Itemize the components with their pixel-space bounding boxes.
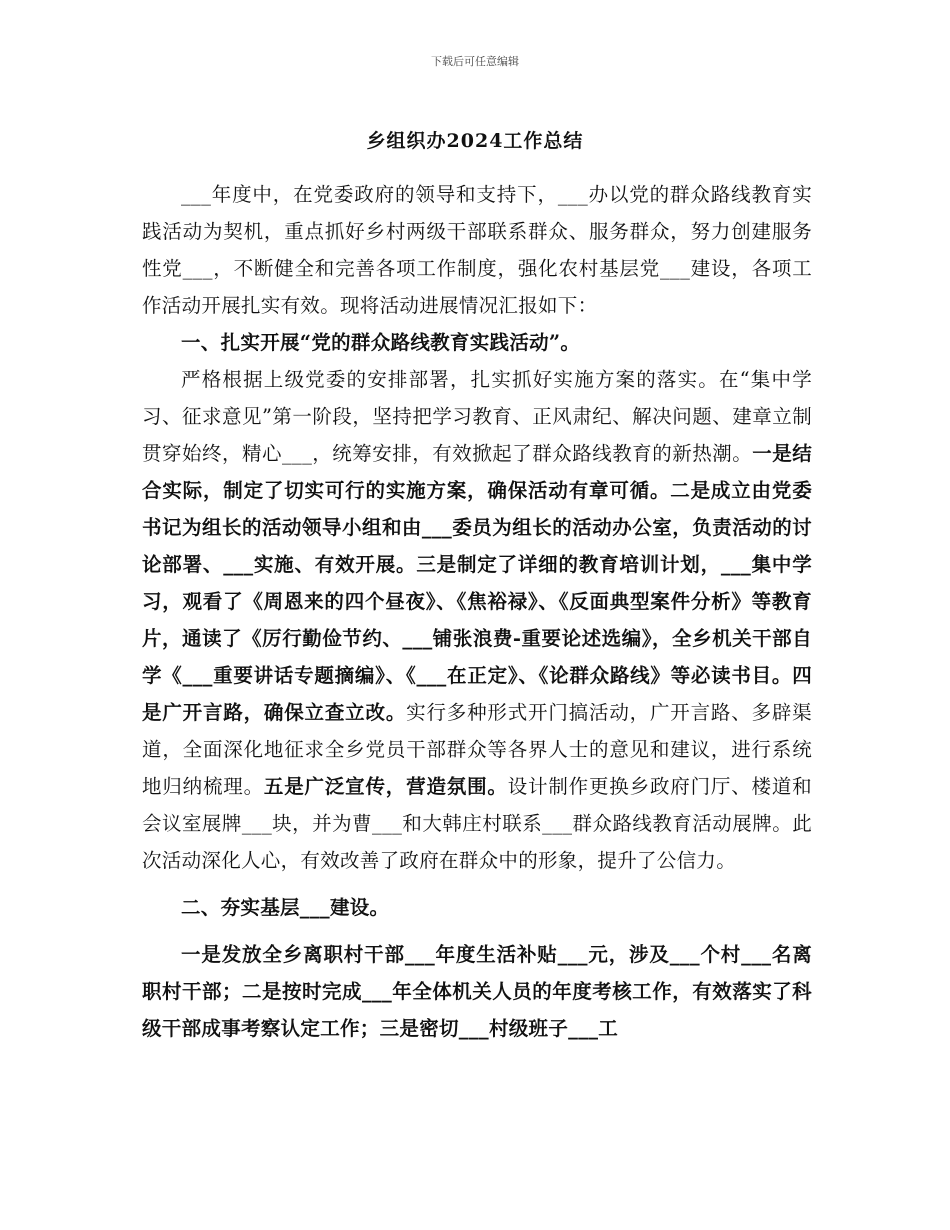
s1-text-a: 严格根据上级党委的安排部署，扎实抓好实施方案的落实。在“集中学习、征求意见”第一阶段，坚持把学习教育、正风肃纪、解决问题、建章立制贯穿始终，精心___，统筹安排，有效掀起了群众路线教育的新热潮。 xyxy=(142,368,812,465)
document-title: 乡组织办2024工作总结 xyxy=(366,130,584,152)
s1-text-c: 设计制作更换乡政府门厅、楼道和会议室展牌___块，并为曹___和大韩庄村联系___群众路线教育活动展牌。此次活动深化人心，有效改善了政府在群众中的形象，提升了公信力。 xyxy=(142,775,812,872)
s1-bold-b: 五是广泛宣传，营造氛围。 xyxy=(263,775,508,798)
s1-bold-a: 一是结合实际，制定了切实可行的实施方案，确保活动有章可循。二是成立由党委书记为组长的活动领导小组和由___委员为组长的活动办公室，负责活动的讨论部署、___实施、有效开展。三是制定了详细的教育培训计划，___集中学习，观看了《周恩来的四个昼夜》、《焦裕禄》、《反面典型案件分析》等教育片，通读了《厉行勤俭节约、___铺张浪费-重要论述选编》，全乡机关干部自学《___重要讲话专题摘编》、《___在正定》、《论群众路线》等必读书目。四是广开言路，确保立查立改。 xyxy=(142,442,812,724)
document-body xyxy=(142,176,812,1047)
page-header: 下载后可任意编辑 xyxy=(431,55,519,68)
intro-paragraph: ___年度中，在党委政府的领导和支持下，___办以党的群众路线教育实践活动为契机，重点抓好乡村两级干部联系群众、服务群众，努力创建服务性党___，不断健全和完善各项工作制度，强化农村基层党___建设，各项工作活动开展扎实有效。现将活动进展情况汇报如下： xyxy=(142,183,812,317)
s1-text-b: 实行多种形式开门搞活动，广开言路、多辟渠道，全面深化地征求全乡党员干部群众等各界人士的意见和建议，进行系统地归纳梳理。 xyxy=(142,701,812,798)
section-2-paragraph: 一是发放全乡离职村干部___年度生活补贴___元，涉及___个村___名离职村干部；二是按时完成___年全体机关人员的年度考核工作，有效落实了科级干部成事考察认定工作；三是密切___村级班子___工 xyxy=(142,943,812,1040)
section-2-heading: 二、夯实基层___建设。 xyxy=(181,896,390,919)
section-1-paragraph xyxy=(142,361,812,879)
section-1-heading: 一、扎实开展“党的群众路线教育实践活动”。 xyxy=(181,331,581,354)
